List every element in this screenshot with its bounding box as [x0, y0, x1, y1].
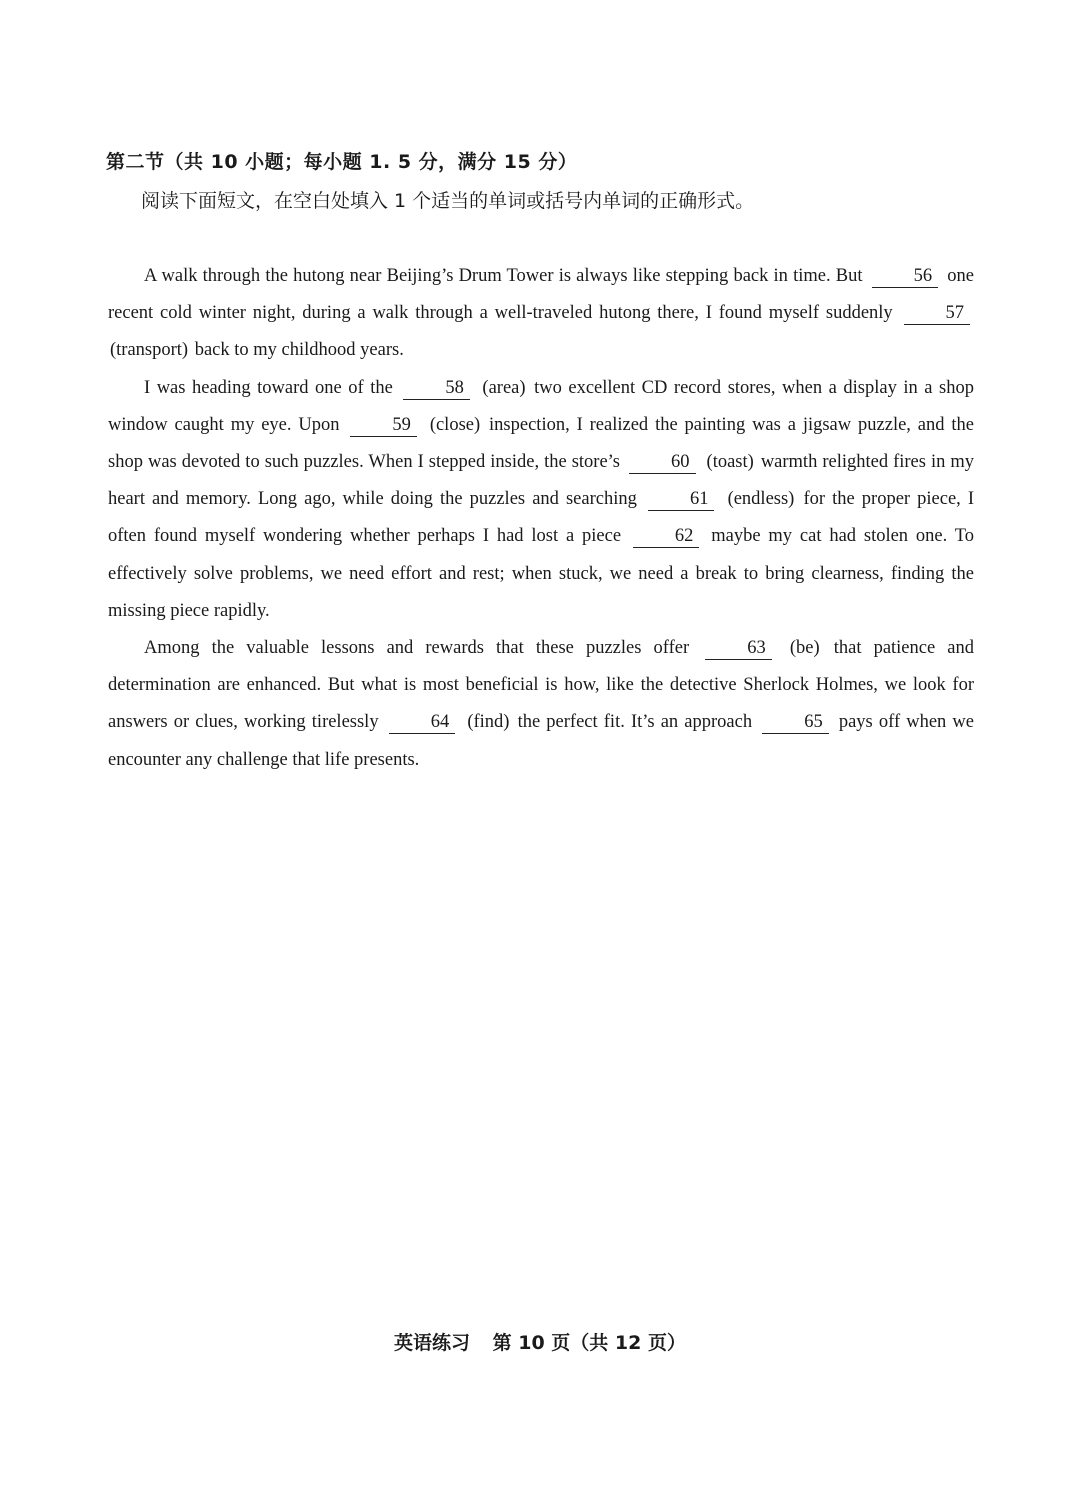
passage-text: I was heading toward one of the — [144, 377, 393, 398]
section-instruction: 阅读下面短文，在空白处填入 1 个适当的单词或括号内单词的正确形式。 — [141, 190, 755, 212]
passage-text: the perfect fit. It’s an approach — [517, 712, 753, 733]
word-hint: (be) — [789, 638, 820, 659]
passage-text: back to my childhood years. — [194, 340, 404, 361]
word-hint: (find) — [467, 712, 510, 733]
passage-text: Among the valuable lessons and rewards that these puzzles offer — [144, 638, 690, 659]
passage-text: that patience and determination are enhanced. But what is most beneficial is how, like the detective Sherlock Holmes, we look for answers or clues, working tirelessly — [108, 638, 974, 733]
passage-text: for the proper piece, I often found myself wondering whether perhaps I had lost a piece — [108, 489, 975, 547]
blank-63: 63 — [705, 637, 772, 660]
blank-59: 59 — [350, 414, 417, 437]
blank-64: 64 — [389, 711, 456, 734]
page-footer — [0, 1328, 1080, 1355]
paragraph-1 — [108, 258, 974, 370]
blank-65: 65 — [762, 711, 829, 734]
blank-62: 62 — [633, 525, 700, 548]
word-hint: (toast) — [706, 452, 754, 473]
word-hint: (transport) — [110, 340, 189, 361]
footer-page-number: 第 10 页（共 12 页） — [492, 1332, 686, 1354]
passage-text: two excellent CD record stores, when a display in a shop window caught my eye. Upon — [108, 377, 975, 435]
cloze-passage — [108, 258, 974, 779]
passage-text: A walk through the hutong near Beijing’s Drum Tower is always like stepping back in time. But — [144, 266, 863, 286]
passage-text: pays off when we encounter any challenge that life presents. — [108, 712, 974, 770]
blank-60: 60 — [629, 451, 696, 474]
footer-subject: 英语练习 — [394, 1332, 471, 1354]
passage-text: one recent cold winter night, during a walk through a well-traveled hutong there, I found myself suddenly — [108, 266, 974, 324]
blank-57: 57 — [904, 302, 971, 325]
paragraph-3 — [108, 630, 974, 779]
word-hint: (endless) — [727, 489, 795, 510]
word-hint: (area) — [482, 377, 526, 398]
passage-text: maybe my cat had stolen one. To effectively solve problems, we need effort and rest; when stuck, we need a break to bring clearness, finding the missing piece rapidly. — [108, 526, 975, 621]
paragraph-2 — [108, 370, 974, 630]
word-hint: (close) — [429, 414, 481, 435]
blank-58: 58 — [403, 377, 470, 400]
blank-56: 56 — [872, 265, 939, 288]
passage-text: warmth relighted fires in my heart and memory. Long ago, while doing the puzzles and searching — [108, 452, 975, 510]
passage-text: inspection, I realized the painting was a jigsaw puzzle, and the shop was devoted to such puzzles. When I stepped inside, the store’s — [108, 414, 975, 473]
section-title: 第二节（共 10 小题；每小题 1. 5 分，满分 15 分） — [106, 151, 578, 173]
blank-61: 61 — [648, 488, 715, 511]
